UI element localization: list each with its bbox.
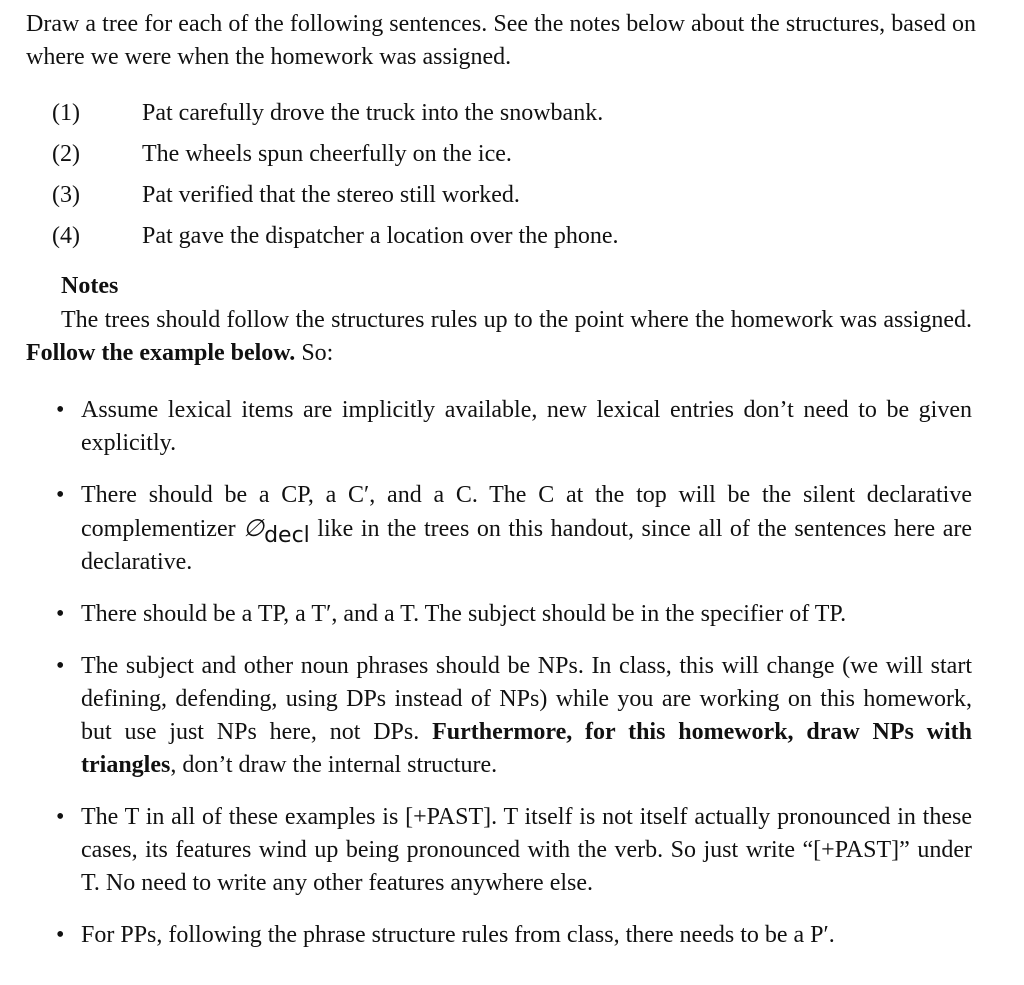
notes-text: The trees should follow the structures rules up to the point where the homework was assigned. xyxy=(61,307,972,333)
example-sentence: Pat gave the dispatcher a location over the phone. xyxy=(142,223,619,249)
example-sentence: The wheels spun cheerfully on the ice. xyxy=(142,141,512,167)
bullet-item xyxy=(56,919,972,952)
example-item xyxy=(52,175,972,216)
notes-paragraph xyxy=(26,304,972,370)
bullet-item xyxy=(56,598,972,631)
bullet-text: There should be a TP, a T′, and a T. The subject should be in the specifier of TP. xyxy=(81,601,847,627)
decl-subscript: decl xyxy=(264,523,310,548)
example-item xyxy=(52,134,972,175)
example-number: (3) xyxy=(52,182,80,208)
example-list xyxy=(52,93,972,257)
example-item xyxy=(52,93,972,134)
bullet-item xyxy=(56,801,972,900)
bullet-item xyxy=(56,650,972,782)
bullet-text: There should be a CP, a C′, and a C. The C at the top will be the silent declarative complementizer xyxy=(81,482,972,542)
example-number: (4) xyxy=(52,223,80,249)
bullet-text: like in the trees on this handout, since all of the sentences here are declarative. xyxy=(81,516,973,575)
bullet-item xyxy=(56,479,972,579)
notes-bullet-list xyxy=(56,394,972,971)
example-number: (1) xyxy=(52,100,80,126)
bullet-text: The subject and other noun phrases should be NPs. In class, this will change (we will start defining, defending, using DPs instead of NPs) while you are working on this homework, but use just NPs here, not DPs. xyxy=(81,653,972,745)
notes-heading: Notes xyxy=(61,273,119,299)
example-sentence: Pat carefully drove the truck into the snowbank. xyxy=(142,100,604,126)
notes-emphasis: Follow the example below. xyxy=(26,340,296,366)
example-item xyxy=(52,216,972,257)
bullet-text: The T in all of these examples is [+PAST]. T itself is not itself actually pronounced in these cases, its features wind up being pronounced with the verb. So just write “[+PAST]” under T. No need to write any other features anywhere else. xyxy=(81,804,972,896)
bullet-emphasis: Furthermore, for this homework, draw NPs with triangles xyxy=(81,719,973,778)
null-complementizer-symbol: ∅ xyxy=(243,514,265,542)
example-number: (2) xyxy=(52,141,80,167)
notes-text-end: So: xyxy=(301,340,334,366)
bullet-text: Assume lexical items are implicitly available, new lexical entries don’t need to be given explicitly. xyxy=(81,397,972,456)
intro-paragraph: Draw a tree for each of the following sentences. See the notes below about the structures, based on where we were when the homework was assigned. xyxy=(26,11,976,70)
example-sentence: Pat verified that the stereo still worked. xyxy=(142,182,520,208)
bullet-text: For PPs, following the phrase structure rules from class, there needs to be a P′. xyxy=(81,922,835,948)
bullet-item xyxy=(56,394,972,460)
bullet-text: , don’t draw the internal structure. xyxy=(170,752,498,778)
